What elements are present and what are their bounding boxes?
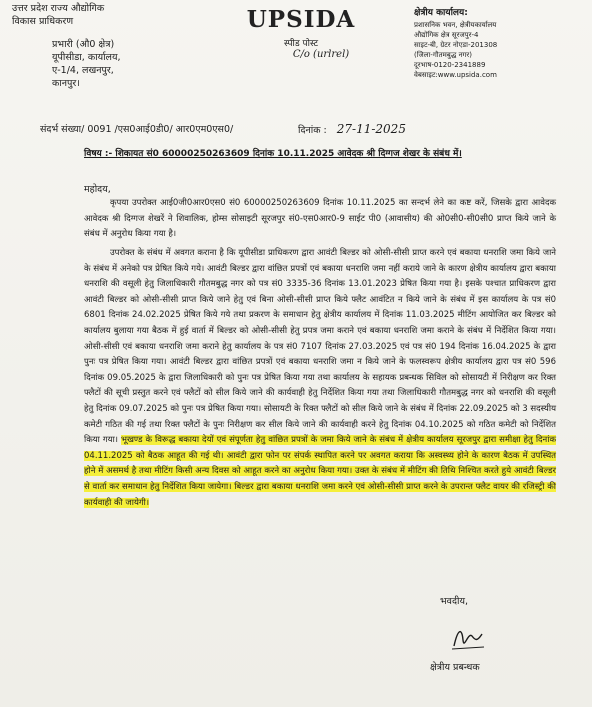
reference-line [40, 122, 560, 135]
paragraph-2 [84, 246, 556, 511]
reference-number: संदर्भ संख्या/ 0091 /एस0आई0डी0/ आर0एम0एस0/ [40, 124, 234, 135]
signature [448, 622, 488, 654]
office-website: वेबसाइट:www.upsida.com [414, 71, 497, 79]
office-line-4: (जिला-गौतमबुद्ध नगर) [414, 51, 472, 59]
authority-name-line-2: विकास प्राधिकरण [12, 16, 74, 27]
designation: क्षेत्रीय प्रबन्धक [430, 662, 480, 673]
handwritten-note: C/o (urlrel) [292, 49, 350, 60]
address-line-2: यूपीसीडा, कार्यालय, [52, 52, 121, 63]
authority-name-line-1: उत्तर प्रदेश राज्य औद्योगिक [12, 3, 105, 14]
upsida-logo [242, 6, 360, 60]
date-value: 27-11-2025 [336, 122, 406, 136]
sender-header [12, 2, 182, 90]
date-label: दिनांक : [298, 125, 327, 136]
logo-text: UPSIDA [246, 6, 356, 33]
sender-address [12, 38, 182, 90]
office-line-3: साइट-बी, ग्रेटर नोएडा-201308 [414, 41, 498, 49]
office-line-1: प्रशासनिक भवन, क्षेत्रीयकार्यालय [414, 21, 497, 29]
paragraph-2-text: उपरोक्त के संबंध में अवगत कराना है कि यूपीसीडा प्राधिकरण द्वारा आवंटी बिल्डर को ओसी-सीसी प्राप्त करने एवं बकाया धनराशि जमा किये जाने के संबंध में अनेको पत्र प्रेषित किये गये। आवंटी बिल्डर द्वारा वांछित प्रपत्रों एवं बकाया धनराशि जमा नहीं कराये जाने के कारण क्षेत्रीय कार्यालय द्वारा बकाया धनराशि की वसूली हेतु जिलाधिकारी गौतमबुद्ध नगर को पत्र सं0 3335-36 दिनांक 13.01.2023 प्रेषित किया गया है। इसके पश्चात प्राधिकरण द्वारा आवंटी बिल्डर को ओसी-सीसी प्राप्त किये जाने हेतु एवं बिना ओसी-सीसी प्राप्त किये फ्लैट आवंटित न किये जाने के संबंध में इस कार्यालय के पत्र सं0 6801 दिनांक 24.02.2025 प्रेषित किये गये तथा प्रकरण के समाधान हेतु क्षेत्रीय कार्यालय में दिनांक 11.03.2025 मीटिंग आयोजित कर बिल्डर को कार्यालय बुलाया गया बैठक में हुई वार्ता में बिल्डर को ओसी-सीसी हेतु प्रपत्र जमा कराने एवं बकाया धनराशि जमा कराने के संबंध में निर्देशित किया गया। ओसी-सीसी एवं बकाया धनराशि जमा कराने हेतु कार्यालय के पत्र सं0 7107 दिनांक 27.03.2025 एवं पत्र सं0 194 दिनांक 16.04.2025 के द्वारा पुनः पत्र प्रेषित किया गया। आवंटी बिल्डर द्वारा वांछित प्रपत्रों एवं बकाया धनराशि जमा न किये जाने के फलस्वरूप क्षेत्रीय कार्यालय द्वारा पत्र सं0 596 दिनांक 09.05.2025 के द्वारा जिलाधिकारी को पुनः पत्र प्रेषित किया गया तथा कार्यालय के सहायक प्रबन्धक सिविल को सोसायटी में निरीक्षण कर रिक्त फ्लैटों की सूची प्रस्तुत करने एवं फ्लैटों को सील किये जाने की कार्यवाही हेतु निर्देशित किया गया तथा जिलाधिकारी गौतमबुद्ध नगर को धनराशि की वसूली हेतु दिनांक 09.07.2025 को पुनः पत्र प्रेषित किया गया। सोसायटी के रिक्त फ्लैटों को सील किये जाने के संबंध में दिनांक 22.09.2025 को 3 सदस्यीय कमेटी गठित की गई तथा रिक्त फ्लैटों के पुनः निरीक्षण कर सील किये जाने की कार्यवाही करने हेतु दिनांक 04.10.2025 को गठित कमेटी को निर्देशित किया गया। [84, 248, 556, 446]
office-phone: दूरभाष-0120-2341889 [414, 61, 486, 69]
regional-office-title: क्षेत्रीय कार्यालय: [414, 8, 468, 18]
paragraph-1: कृपया उपरोक्त आई0जी0आर0एस0 सं0 60000250263609 दिनांक 10.11.2025 का सन्दर्भ लेने का कष्ट करें, जिसके द्वारा आवेदक आवेदक श्री दिग्गज शेखरें ने शिवालिक, होम्स सोसाइटी सूरजपुर सं0-एस0आर0-9 साईट पी0 (आवासीय) की ओ0सी0-सी0सी0 प्राप्त किये जाने के संबंध में अनुरोध किया गया है। [84, 198, 556, 240]
highlighted-text: भूखण्ड के विरूद्ध बकाया देयों एवं संपूर्णता हेतु वांछित प्रपत्रों के जमा किये जाने के संबंध में क्षेत्रीय कार्यालय सूरजपुर द्वारा समीक्षा हेतु दिनांक 04.11.2025 को बैठक आहूत की गई थी। आवंटी द्वारा फोन पर संपर्क स्थापित करने पर अवगत कराया कि अस्वस्थ्य होने के कारण बैठक में उपस्थित होने में असमर्थ है तथा मीटिंग किसी अन्य दिवस को आहूत करने का अनुरोध किया गया। उक्त के संबंध में मीटिंग की तिथि निश्चित करते हुये आवंटी बिल्डर से वार्ता कर समाधान हेतु निर्देशित किया जायेगा। बिल्डर द्वारा बकाया धनराशि जमा करने एवं ओसी-सीसी प्राप्त करने के उपरान्त फ्लैट वायर की रजिस्ट्री की कार्यवाही की जायेगी। [84, 435, 557, 508]
subject-line: विषय :- शिकायत सं0 60000250263609 दिनांक 10.11.2025 आवेदक श्री दिग्गज शेखर के संबंध में। [84, 149, 462, 159]
salutation: महोदय, [84, 184, 111, 195]
address-line-1: प्रभारी (औ0 क्षेत्र) [52, 39, 115, 50]
closing: भवदीय, [440, 596, 468, 607]
reference-date [298, 122, 406, 136]
address-line-4: कानपुर। [52, 78, 80, 89]
regional-office-header [414, 8, 588, 80]
address-line-3: ए-1/4, लखनपुर, [52, 65, 114, 76]
speed-post-label: स्पीड पोस्ट [283, 39, 319, 49]
office-line-2: औद्योगिक क्षेत्र सूरजपुर-4 [414, 31, 479, 39]
